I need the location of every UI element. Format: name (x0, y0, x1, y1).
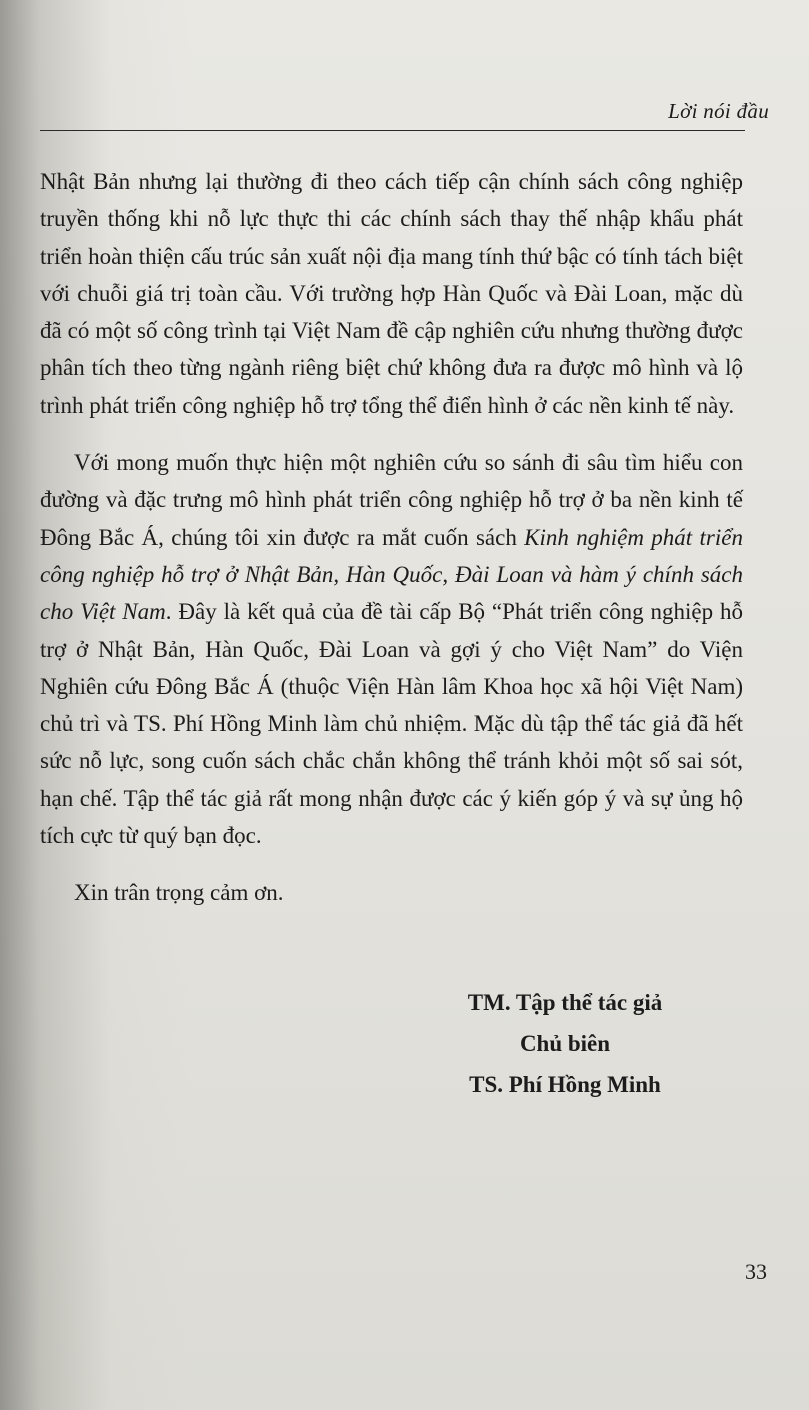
paragraph-2-intro: Với mong muốn thực hiện một nghiên cứu so sánh đi sâu tìm hiểu con đường và đặc trưng mô hình phát triển công nghiệp hỗ trợ ở ba nền kinh tế Đông Bắc Á, chúng tôi xin được ra mắt cuốn sách (40, 450, 743, 550)
body-text (40, 163, 743, 912)
signature-line-1: TM. Tập thể tác giả (467, 990, 663, 1015)
signature-line-3: TS. Phí Hồng Minh (469, 1072, 661, 1097)
signature-line-2: Chủ biên (519, 1031, 611, 1056)
book-title: Kinh nghiệm phát triển công nghiệp hỗ trợ ở Nhật Bản, Hàn Quốc, Đài Loan và hàm ý chính sách cho Việt Nam (40, 524, 743, 625)
page-number: 33 (745, 1259, 767, 1284)
paragraph-1: Nhật Bản nhưng lại thường đi theo cách tiếp cận chính sách công nghiệp truyền thống khi nỗ lực thực thi các chính sách thay thế nhập khẩu phát triển hoàn thiện cấu trúc sản xuất nội địa mang tính thứ bậc có tính tách biệt với chuỗi giá trị toàn cầu. Với trường hợp Hàn Quốc và Đài Loan, mặc dù đã có một số công trình tại Việt Nam đề cập nghiên cứu nhưng thường được phân tích theo từng ngành riêng biệt chứ không đưa ra được mô hình và lộ trình phát triển công nghiệp hỗ trợ tổng thể điển hình ở các nền kinh tế này. (40, 169, 743, 418)
running-head: Lời nói đầu (668, 99, 769, 123)
header-rule (40, 130, 745, 131)
paragraph-2-rest: . Đây là kết quả của đề tài cấp Bộ “Phát triển công nghiệp hỗ trợ ở Nhật Bản, Hàn Quốc, Đài Loan và gợi ý cho Việt Nam” do Viện Nghiên cứu Đông Bắc Á (thuộc Viện Hàn lâm Khoa học xã hội Việt Nam) chủ trì và TS. Phí Hồng Minh làm chủ nhiệm. Mặc dù tập thể tác giả đã hết sức nỗ lực, song cuốn sách chắc chắn không thể tránh khỏi một số sai sót, hạn chế. Tập thể tác giả rất mong nhận được các ý kiến góp ý và sự ủng hộ tích cực từ quý bạn đọc. (40, 599, 743, 849)
signature-block (415, 982, 715, 1105)
paragraph-2 (40, 444, 743, 854)
closing-thanks: Xin trân trọng cảm ơn. (74, 880, 284, 906)
